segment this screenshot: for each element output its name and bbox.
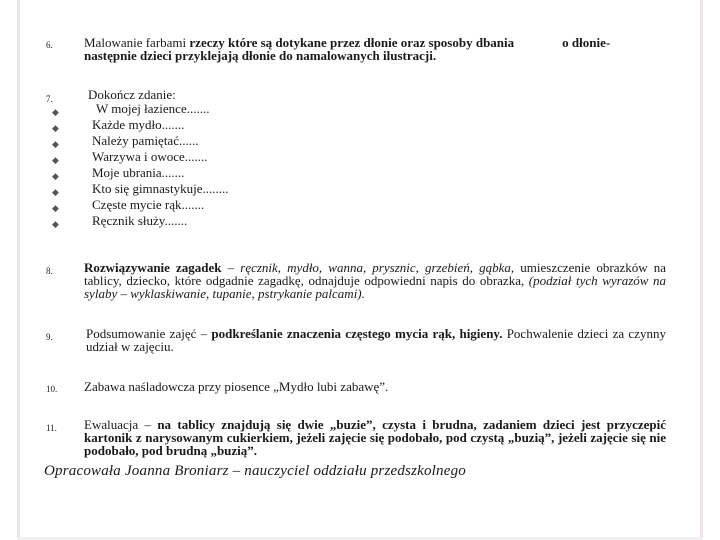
item-number-11: 11. — [46, 423, 57, 433]
item-6-text-b: rzeczy które są dotykane przez dłonie oraz sposoby dbania — [189, 35, 515, 50]
list-item: ◆ Warzywa i owoce....... — [50, 149, 229, 165]
left-frame-border — [17, 0, 20, 540]
item-8-bold: Rozwiązywanie zagadek — [84, 260, 222, 275]
author-footer: Opracowała Joanna Broniarz – nauczyciel oddziału przedszkolnego — [44, 463, 467, 479]
item-number-6: 6. — [46, 40, 53, 50]
bullet-list — [50, 101, 229, 229]
item-9-bold: podkreślanie znaczenia częstego mycia rąk, higieny. — [211, 326, 503, 341]
item-number-8: 8. — [46, 266, 53, 276]
list-item: ◆ W mojej łazience....... — [50, 101, 229, 117]
item-6-text-a: Malowanie farbami — [84, 35, 190, 50]
list-item: ◆ Ręcznik służy....... — [50, 213, 229, 229]
list-item: ◆ Każde mydło....... — [50, 117, 229, 133]
item-6-text-d: następnie dzieci przyklejają dłonie do namalowanych ilustracji. — [84, 48, 437, 63]
bullet-icon: ◆ — [52, 107, 59, 117]
item-10-text: Zabawa naśladowcza przy piosence „Mydło lubi zabawę”. — [84, 379, 389, 394]
bullet-icon: ◆ — [52, 219, 59, 229]
item-8-italic-2: (podział tych wyrazów na sylaby – wyklaskiwanie, tupanie, pstrykanie palcami). — [84, 273, 666, 301]
bullet-icon: ◆ — [52, 171, 59, 181]
bullet-icon: ◆ — [52, 155, 59, 165]
item-number-9: 9. — [46, 332, 53, 342]
right-frame-border — [700, 0, 703, 540]
list-item: ◆ Częste mycie rąk....... — [50, 197, 229, 213]
bullet-icon: ◆ — [52, 187, 59, 197]
item-7-title: Dokończ zdanie: — [88, 87, 176, 102]
bullet-icon: ◆ — [52, 203, 59, 213]
item-number-7: 7. — [46, 94, 53, 104]
bullet-icon: ◆ — [52, 123, 59, 133]
item-8-italic-1: ręcznik, mydło, wanna, prysznic, grzebień, gąbka, — [240, 260, 515, 275]
list-item: ◆ Kto się gimnastykuje........ — [50, 181, 229, 197]
item-6-text-c: o dłonie- — [562, 35, 611, 50]
item-8-text: Rozwiązywanie zagadek – ręcznik, mydło, wanna, prysznic, grzebień, gąbka, umieszczenie obrazków na tablicy, dziecko, które odgadnie zagadkę, odnajduje odpowiedni napis do obrazka, (podział tych wyrazów na sylaby – wyklaskiwanie, tupanie, pstrykanie palcami). — [84, 260, 667, 301]
item-11-text: Ewaluacja – na tablicy znajdują się dwie „buzie”, czysta i brudna, zadaniem dzieci jest przyczepić kartonik z narysowanym cukierkiem, jeżeli zajęcie się podobało, pod czystą „buzią”, jeżeli zajęcie się nie podobało, pod brudną „buzią”. — [84, 417, 666, 458]
list-item: ◆ Moje ubrania....... — [50, 165, 229, 181]
bullet-icon: ◆ — [52, 139, 59, 149]
item-number-10: 10. — [46, 384, 58, 394]
list-item: ◆ Należy pamiętać...... — [50, 133, 229, 149]
item-8-normal: umieszczenie obrazków na tablicy, dziecko, które odgadnie zagadkę, odnajduje odpowiedni napis do obrazka, — [84, 260, 667, 288]
item-9-text: Podsumowanie zajęć – podkreślanie znaczenia częstego mycia rąk, higieny. Pochwalenie dzieci za czynny udział w zajęciu. — [86, 326, 666, 354]
item-6-text — [84, 36, 666, 62]
item-11-bold: na tablicy znajdują się dwie „buzie”, czysta i brudna, zadaniem dzieci jest przyczepić kartonik z narysowanym cukierkiem, jeżeli zajęcie się podobało, pod czystą „buzią”, jeżeli zajęcie się nie podobało, pod brudną „buzią”. — [84, 417, 666, 458]
